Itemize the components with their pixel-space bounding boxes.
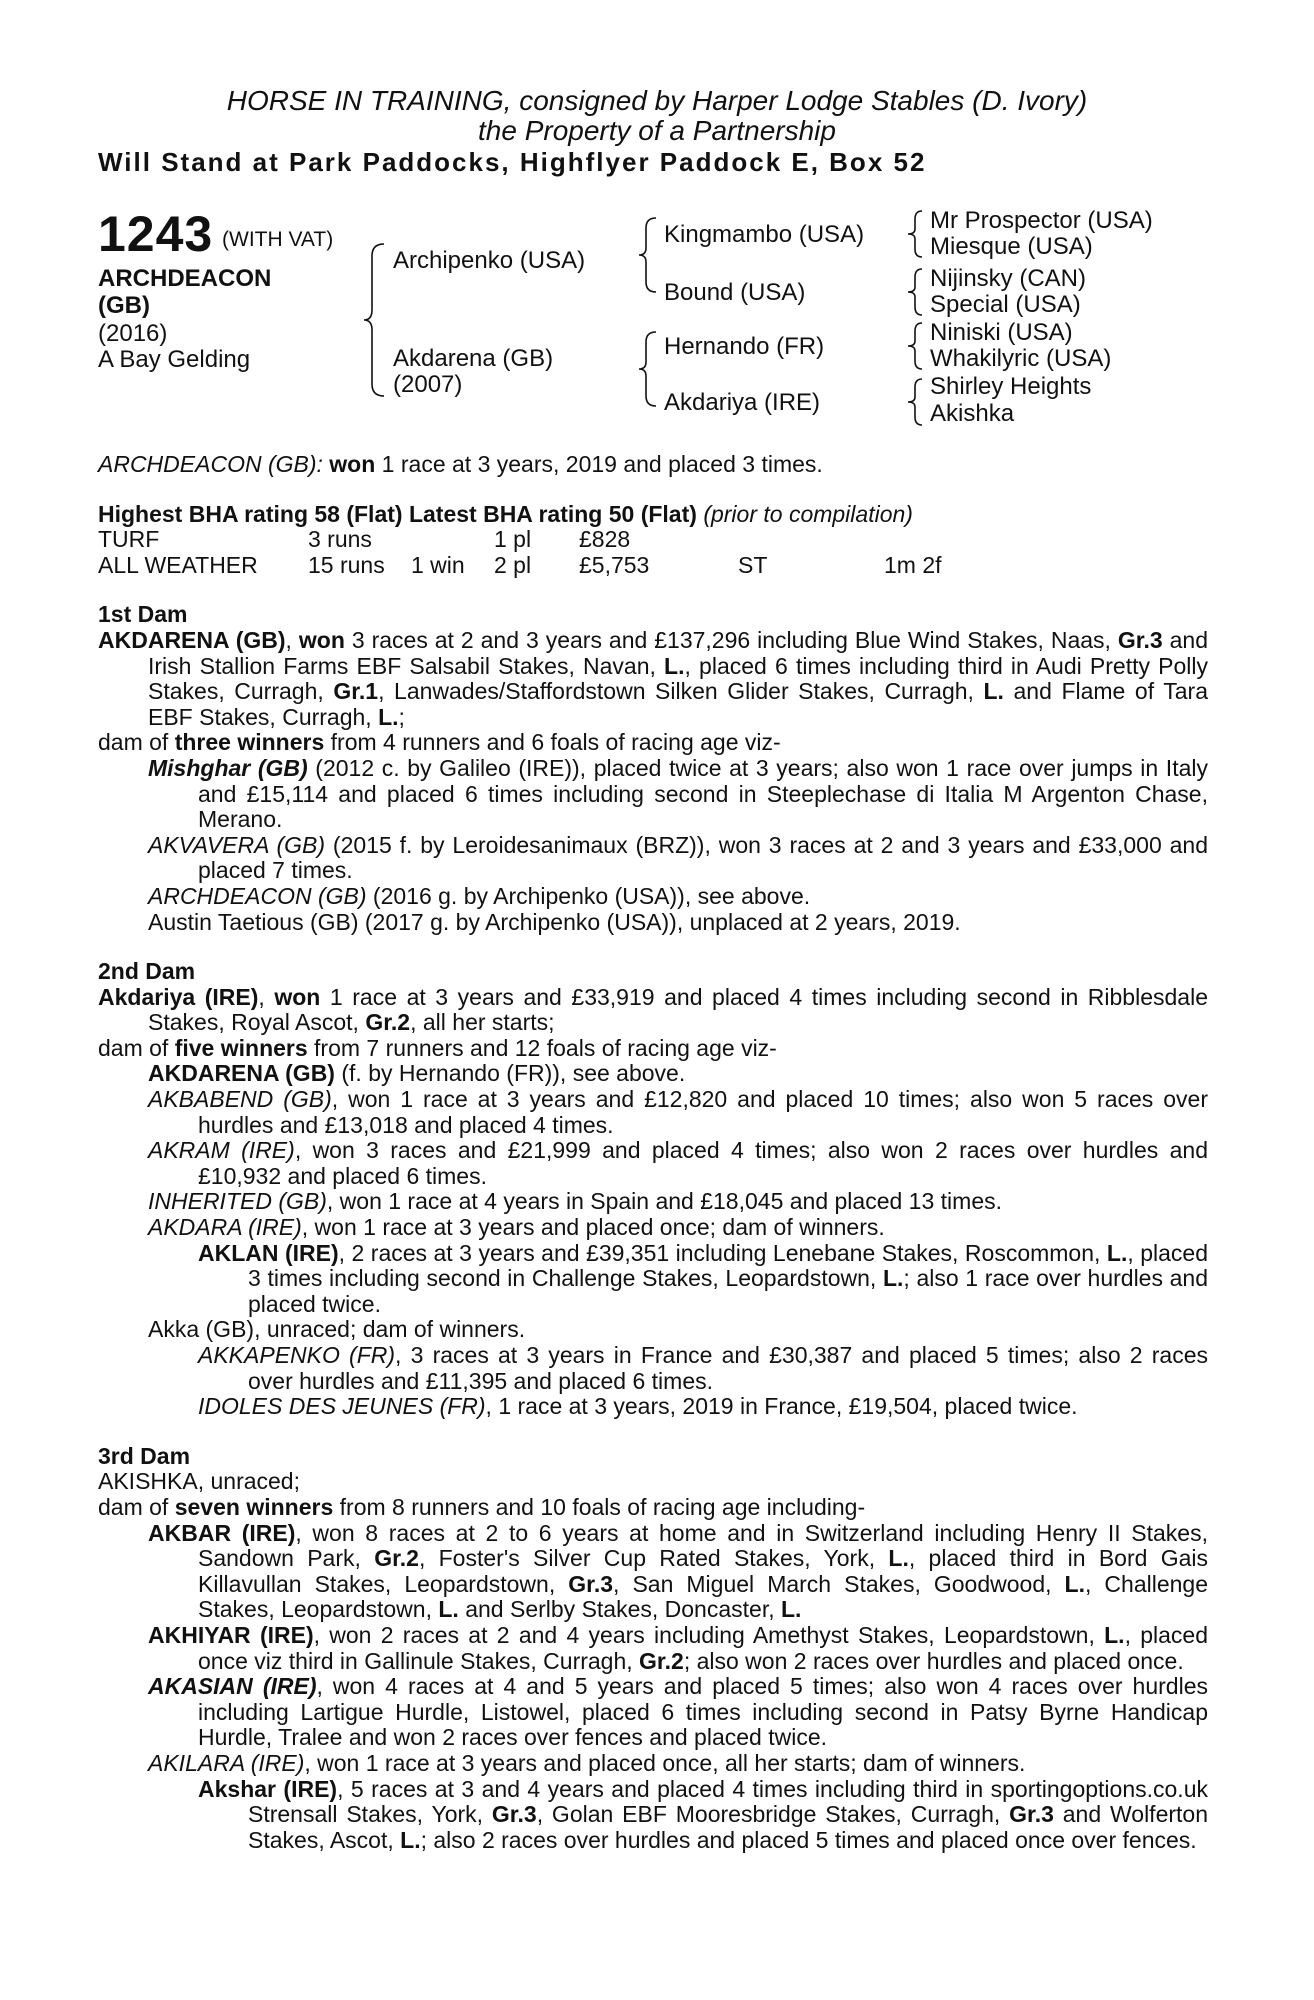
offspring-entry [98,1087,1208,1138]
offspring-entry [98,1189,1208,1215]
text-run: ARCHDEACON (GB) [148,882,367,909]
pedigree-dam-dam: Akdariya (IRE) [664,389,821,416]
text-run: AKILARA (IRE) [148,1749,305,1776]
text-run: L. [378,703,399,730]
text-run: AKBAR (IRE) [148,1519,296,1546]
text-run: , 5 races at 3 and 4 years and placed 4 times including third in sportingoptions.co.uk Strensall Stakes, York, [248,1775,1208,1828]
text-run: AKHIYAR (IRE) [148,1621,314,1648]
section-title-2nd-dam: 2nd Dam [98,958,196,985]
offspring-entry [98,1394,1208,1420]
text-run: Gr.3 [1117,626,1163,653]
pedigree-sire: Archipenko (USA) [393,247,586,274]
text-run: Austin Taetious (GB) (2017 g. by Archipenko (USA)), unplaced at 2 years, 2019. [148,908,961,935]
text-run: AKKAPENKO (FR) [198,1342,396,1368]
text-run: L. [664,652,685,679]
dam3-record: AKISHKA, unraced; [98,1468,300,1495]
text-run: ; also won 2 races over hurdles and placed once. [683,1647,1184,1674]
dam1-offspring-list [98,756,1208,935]
text-run: (2012 c. by Galileo (IRE)), placed twice at 3 years; also won 1 race over jumps in Italy and £15,114 and placed 6 times including second in Steeplechase di Italia M Argenton Chase, Merano. [198,754,1208,833]
ratings-row-all-weather: ALL WEATHER 15 runs 1 win 2 pl £5,753 ST 1m 2f [98,551,942,578]
text-run: L. [1106,1239,1128,1266]
header-consignor: HORSE IN TRAINING, consigned by Harper Lodge Stables (D. Ivory) [226,85,1088,116]
text-run: , won 8 races at 2 to 6 years at home and in Switzerland including Henry II Stakes, Sandown Park, [198,1519,1208,1572]
horse-origin: (GB) [98,292,150,319]
offspring-entry [98,1241,1208,1318]
pedigree-dam-sire: Hernando (FR) [664,333,825,360]
text-run: L. [781,1596,802,1623]
header-property: the Property of a Partnership [478,115,836,146]
text-run: , won 3 races and £21,999 and placed 4 times; also won 2 races over hurdles and £10,932 and placed 6 times. [198,1137,1208,1189]
text-run: Gr.3 [491,1801,537,1828]
text-run: Gr.3 [568,1570,614,1597]
text-run: ; also 1 race over hurdles and placed twice. [248,1265,1208,1317]
text-run: , won 1 race at 4 years in Spain and £18,045 and placed 13 times. [326,1188,1002,1215]
lot-vat: (WITH VAT) [222,228,334,251]
offspring-entry [98,884,1208,910]
offspring-entry [98,1343,1208,1394]
text-run: , placed 3 times including second in Challenge Stakes, Leopardstown, [248,1239,1208,1292]
section-title-1st-dam: 1st Dam [98,601,188,628]
offspring-entry [98,1317,1208,1343]
text-run: and Serlby Stakes, Doncaster, [458,1596,781,1623]
offspring-entry [98,1777,1208,1854]
offspring-entry [98,833,1208,884]
text-run: , won 2 races at 2 and 4 years including Amethyst Stakes, Leopardstown, [313,1621,1105,1648]
text-run: AKVAVERA (GB) [148,831,326,858]
text-run: , all her starts; [410,1009,555,1036]
text-run: INHERITED (GB) [148,1188,327,1215]
offspring-entry [98,1521,1208,1623]
text-run: , won 1 race at 3 years and £12,820 and placed 10 times; also won 5 races over hurdles and £13,018 and placed 4 times. [198,1086,1208,1138]
text-run: Akka (GB), unraced; dam of winners. [148,1316,526,1343]
text-run: AKBABEND (GB) [148,1086,332,1113]
text-run: ; [398,703,405,730]
pedigree-brace-sd [904,266,926,318]
text-run: , Golan EBF Mooresbridge Stakes, Curragh, [536,1801,1010,1828]
pedigree-brace-ss [904,208,926,260]
text-run: , 3 races at 3 years in France and £30,387 and placed 5 times; also 2 races over hurdles and £11,395 and placed 6 times. [248,1342,1208,1394]
text-run: L. [438,1596,459,1623]
text-run: seven winners [174,1493,334,1520]
pedigree-sds: Nijinsky (CAN) [930,265,1086,292]
offspring-entry [98,1623,1208,1674]
pedigree-sire-sire: Kingmambo (USA) [664,221,865,248]
offspring-entry [98,1674,1208,1751]
text-run: AKRAM (IRE) [148,1137,295,1164]
text-run: L. [1064,1570,1085,1597]
text-run: and Wolferton Stakes, Ascot, [248,1801,1209,1853]
text-run: Gr.2 [365,1009,411,1036]
text-run: from 8 runners and 10 foals of racing age including- [333,1493,866,1520]
dam3-offspring-list [98,1521,1208,1854]
pedigree-brace-dd [904,376,926,428]
text-run: , won 1 race at 3 years and placed once; dam of winners. [301,1214,885,1241]
pedigree-brace-dam [636,328,662,410]
text-run: , placed 6 times including third in Audi Pretty Polly Stakes, Curragh, [148,652,1208,705]
text-run: L. [1104,1621,1125,1648]
pedigree-dss: Niniski (USA) [930,319,1073,346]
pedigree-brace-ds [904,320,926,372]
text-run: 1 race at 3 years and £33,919 and placed 4 times including second in Ribblesdale Stakes, Royal Ascot, [148,983,1208,1036]
dam2-offspring-list [98,1061,1208,1419]
text-run: , placed third in Bord Gais Killavullan Stakes, Leopardstown, [198,1545,1209,1597]
header-location: Will Stand at Park Paddocks, Highflyer Paddock E, Box 52 [98,147,927,177]
text-run: , [285,626,299,653]
text-run: dam of [98,729,175,756]
offspring-entry [98,1215,1208,1241]
dam2-produce-summary [98,1036,1208,1062]
offspring-entry [98,1061,1208,1087]
pedigree-ddd: Akishka [930,400,1015,427]
horse-description: A Bay Gelding [98,346,251,373]
text-run: Gr.2 [374,1545,419,1572]
text-run: , 2 races at 3 years and £39,351 including Lenebane Stakes, Roscommon, [338,1239,1107,1266]
text-run: dam of [98,1493,175,1520]
text-run: ; also 2 races over hurdles and placed 5 times and placed once over fences. [420,1826,1197,1853]
text-run: and Irish Stallion Farms EBF Salsabil Stakes, Navan, [148,626,1208,679]
text-run: L. [882,1265,904,1292]
dam3-produce-summary [98,1495,1208,1521]
text-run: AKLAN (IRE) [198,1239,339,1266]
pedigree-brace-sire [636,214,662,296]
text-run: AKDARENA (GB) [98,626,286,653]
text-run: (f. by Hernando (FR)), see above. [334,1060,686,1087]
text-run: won [298,626,345,653]
text-run: five winners [174,1034,308,1061]
text-run: , placed once viz third in Gallinule Stakes, Curragh, [198,1621,1209,1674]
text-run: Akshar (IRE) [198,1775,338,1802]
text-run: won [274,983,321,1010]
pedigree-sdd: Special (USA) [930,291,1081,318]
text-run: L. [400,1826,421,1853]
text-run: Akdariya (IRE) [98,983,259,1010]
pedigree-brace-main [362,240,392,400]
offspring-entry [98,1138,1208,1189]
pedigree-sire-dam: Bound (USA) [664,279,806,306]
pedigree-dsd: Whakilyric (USA) [930,345,1112,372]
pedigree-ssd: Miesque (USA) [930,233,1093,260]
catalogue-body [98,452,1208,1853]
offspring-entry [98,1751,1208,1777]
text-run: , San Miguel March Stakes, Goodwood, [613,1570,1065,1597]
pedigree-dam: Akdarena (GB) [393,345,554,372]
text-run: L. [888,1545,909,1572]
text-run: , [258,983,275,1010]
horse-name: ARCHDEACON [98,265,272,292]
text-run: AKDARENA (GB) [148,1060,335,1087]
text-run: AKDARA (IRE) [148,1214,302,1241]
text-run: AKASIAN (IRE) [148,1673,317,1700]
offspring-entry [98,756,1208,833]
text-run: , won 4 races at 4 and 5 years and placed 5 times; also won 4 races over hurdles including Lartigue Hurdle, Listowel, placed 6 times including second in Patsy Byrne Handicap Hurdle, Tralee and won 2 races over fences and placed twice. [198,1673,1208,1751]
text-run: Gr.1 [333,678,379,705]
pedigree-dds: Shirley Heights [930,373,1092,400]
text-run: Mishghar (GB) [148,754,308,781]
pedigree-sss: Mr Prospector (USA) [930,207,1153,234]
text-run: dam of [98,1034,175,1061]
ratings-heading: Highest BHA rating 58 (Flat) Latest BHA rating 50 (Flat) (prior to compilation) [98,500,913,527]
text-run: and Flame of Tara EBF Stakes, Curragh, [148,678,1208,730]
text-run: (2015 f. by Leroidesanimaux (BRZ)), won 3 races at 2 and 3 years and £33,000 and placed 7 times. [198,831,1208,884]
dam1-racing-record [98,628,1208,730]
lot-number: 1243 [98,206,214,262]
text-run: (2016 g. by Archipenko (USA)), see above. [366,882,811,909]
text-run: Gr.3 [1009,1801,1054,1828]
text-run: IDOLES DES JEUNES (FR) [198,1393,486,1420]
text-run: from 7 runners and 12 foals of racing age viz- [307,1034,777,1061]
offspring-entry [98,910,1208,936]
dam2-racing-record [98,985,1208,1036]
dam1-produce-summary [98,730,1208,756]
text-run: L. [983,678,1004,705]
text-run: , won 1 race at 3 years and placed once, all her starts; dam of winners. [304,1749,1026,1776]
text-run: 3 races at 2 and 3 years and £137,296 including Blue Wind Stakes, Naas, [344,626,1118,653]
summary-line: ARCHDEACON (GB): won 1 race at 3 years, 2019 and placed 3 times. [98,451,823,477]
text-run: , 1 race at 3 years, 2019 in France, £19,504, placed twice. [485,1393,1078,1420]
pedigree-dam-year: (2007) [393,371,463,398]
horse-year: (2016) [98,320,168,347]
section-title-3rd-dam: 3rd Dam [98,1442,191,1469]
text-run: three winners [174,729,325,756]
text-run: , Lanwades/Staffordstown Silken Glider Stakes, Curragh, [378,678,984,705]
text-run: , Challenge Stakes, Leopardstown, [198,1570,1209,1623]
text-run: , Foster's Silver Cup Rated Stakes, York, [418,1545,889,1572]
text-run: from 4 runners and 6 foals of racing age viz- [324,729,781,756]
text-run: Gr.2 [639,1647,684,1674]
ratings-row-turf: TURF 3 runs 1 pl £828 [98,526,631,553]
